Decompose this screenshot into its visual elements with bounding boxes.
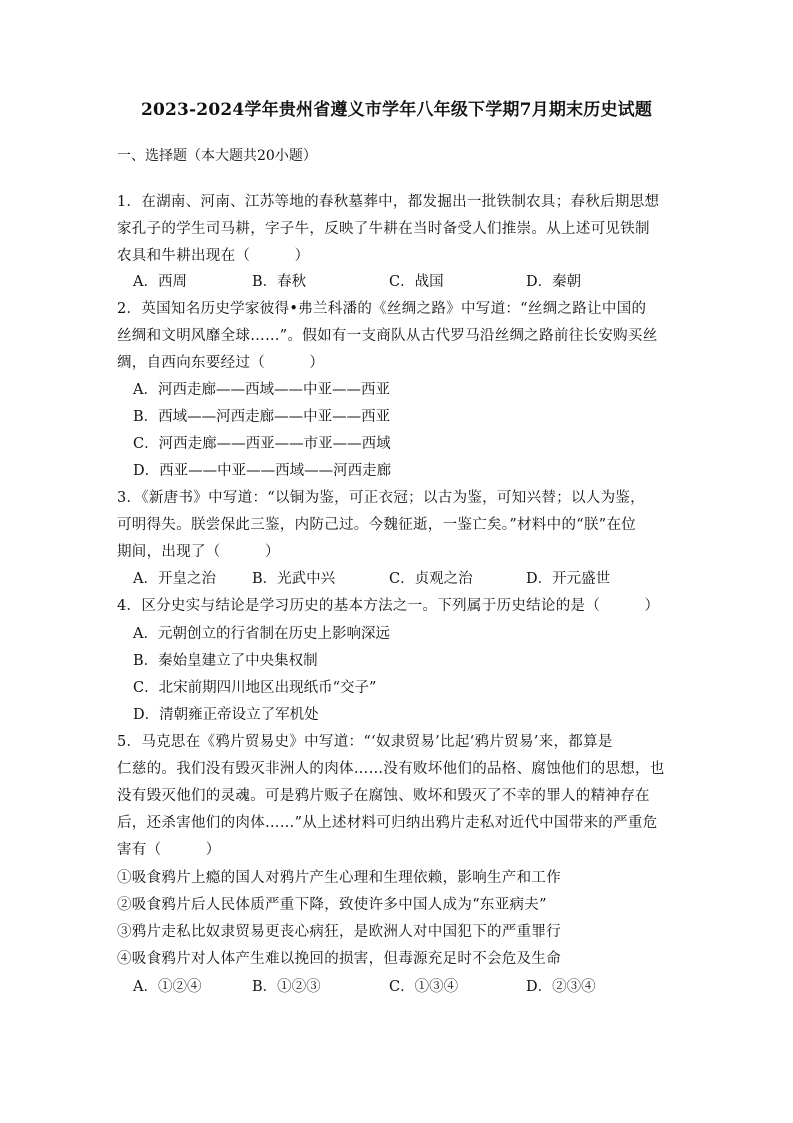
q5-option-b: B．①②③ (252, 979, 321, 995)
q5-line-1: 5．马克思在《鸦片贸易史》中写道：“‘奴隶贸易’比起‘鸦片贸易’来，都算是 (117, 734, 613, 750)
q4-line-1: 4．区分史实与结论是学习历史的基本方法之一。下列属于历史结论的是（ ） (117, 598, 660, 614)
q3-option-d: D．开元盛世 (526, 571, 611, 587)
q5-line-5: 害有（ ） (117, 842, 221, 858)
q3-line-3: 期间，出现了（ ） (117, 544, 280, 560)
q1-option-d: D．秦朝 (526, 274, 582, 290)
q1-line-2: 家孔子的学生司马耕，字子牛，反映了牛耕在当时备受人们推崇。从上述可见铁制 (117, 221, 650, 237)
q5-option-d: D．②③④ (526, 979, 596, 995)
q2-line-2: 丝绸和文明风靡全球……”。假如有一支商队从古代罗马沿丝绸之路前往长安购买丝 (117, 328, 658, 344)
q5-item-1: ①吸食鸦片上瘾的国人对鸦片产生心理和生理依赖，影响生产和工作 (117, 870, 561, 886)
q1-line-3: 农具和牛耕出现在（ ） (117, 248, 310, 264)
q1-option-a: A．西周 (133, 274, 187, 290)
q2-option-b: B．西域——河西走廊——中亚——西亚 (133, 409, 391, 425)
page-title: 2023-2024学年贵州省遵义市学年八年级下学期7月期末历史试题 (140, 100, 653, 120)
q2-line-3: 绸，自西向东要经过（ ） (117, 355, 325, 371)
q5-item-3: ③鸦片走私比奴隶贸易更丧心病狂，是欧洲人对中国犯下的严重罪行 (117, 924, 561, 940)
q3-line-2: 可明得失。朕尝保此三鉴，内防己过。今魏征逝，一鉴亡矣。”材料中的“朕”在位 (117, 517, 637, 533)
section-heading: 一、选择题（本大题共20小题） (117, 148, 317, 164)
q5-line-2: 仁慈的。我们没有毁灭非洲人的肉体……没有败坏他们的品格、腐蚀他们的思想，也 (117, 761, 665, 777)
q3-option-c: C．贞观之治 (389, 571, 473, 587)
q2-line-1: 2．英国知名历史学家彼得•弗兰科潘的《丝绸之路》中写道：“丝绸之路让中国的 (117, 301, 647, 317)
q2-option-d: D．西亚——中亚——西域——河西走廊 (133, 463, 392, 479)
q5-item-4: ④吸食鸦片对人体产生难以挽回的损害，但毒源充足时不会危及生命 (117, 951, 561, 967)
q4-option-c: C．北宋前期四川地区出现纸币“交子” (133, 680, 377, 696)
q5-line-4: 后，还杀害他们的肉体……”从上述材料可归纳出鸦片走私对近代中国带来的严重危 (117, 815, 658, 831)
q3-option-a: A．开皇之治 (133, 571, 216, 587)
q5-option-a: A．①②④ (133, 979, 202, 995)
q4-option-d: D．清朝雍正帝设立了军机处 (133, 707, 319, 723)
q1-option-b: B．春秋 (252, 274, 307, 290)
q2-option-a: A．河西走廊——西域——中亚——西亚 (133, 382, 390, 398)
q3-line-1: 3．《新唐书》中写道：“以铜为鉴，可正衣冠；以古为鉴，可知兴替；以人为鉴， (117, 490, 645, 506)
q5-item-2: ②吸食鸦片后人民体质严重下降，致使许多中国人成为“东亚病夫” (117, 897, 547, 913)
q5-line-3: 没有毁灭他们的灵魂。可是鸦片贩子在腐蚀、败坏和毁灭了不幸的罪人的精神存在 (117, 788, 650, 804)
q4-option-b: B．秦始皇建立了中央集权制 (133, 653, 318, 669)
q1-option-c: C．战国 (389, 274, 444, 290)
q5-option-c: C．①③④ (389, 979, 459, 995)
q2-option-c: C．河西走廊——西亚——市亚——西域 (133, 436, 391, 452)
q3-option-b: B．光武中兴 (252, 571, 336, 587)
q1-line-1: 1．在湖南、河南、江苏等地的春秋墓葬中，都发掘出一批铁制农具；春秋后期思想 (117, 194, 660, 210)
q4-option-a: A．元朝创立的行省制在历史上影响深远 (133, 626, 390, 642)
